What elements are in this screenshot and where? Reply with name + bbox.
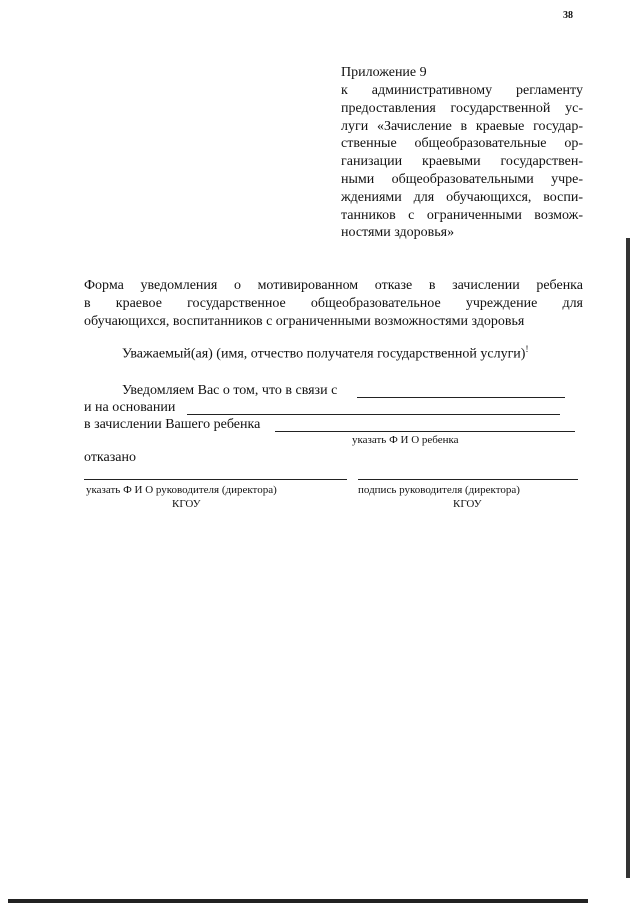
greeting-text: Уважаемый(ая) (имя, отчество получателя государственной услуги) — [122, 346, 526, 362]
child-blank — [275, 431, 575, 432]
signature-sign-org: КГОУ — [453, 498, 482, 510]
appendix-line: ждениями для обучающихся, воспи- — [341, 189, 583, 205]
child-label: в зачислении Вашего ребенка — [84, 417, 261, 432]
greeting — [122, 344, 528, 363]
signature-name-hint: указать Ф И О руководителя (директора) — [86, 484, 277, 496]
signature-sign-hint: подпись руководителя (директора) — [358, 484, 520, 496]
appendix-line: ственные общеобразовательные ор- — [341, 136, 583, 152]
appendix-line: предоставления государственной ус- — [341, 100, 583, 116]
reason-blank — [357, 397, 565, 398]
basis-blank — [187, 414, 560, 415]
greeting-mark: ! — [525, 344, 529, 354]
appendix-body — [341, 82, 583, 242]
scan-edge-shadow — [626, 238, 630, 878]
scan-bottom-bar — [8, 899, 588, 903]
signature-line-name — [84, 479, 347, 480]
refused-label: отказано — [84, 450, 136, 465]
heading-line: Форма уведомления о мотивированном отказе в зачислении ребенка — [84, 278, 583, 293]
appendix-line: ными общеобразовательными учре- — [341, 171, 583, 187]
signature-line-sign — [358, 479, 578, 480]
appendix-line: ностями здоровья» — [341, 225, 455, 241]
heading-line: обучающихся, воспитанников с ограниченными возможностями здоровья — [84, 314, 525, 329]
heading-line: в краевое государственное общеобразовательное учреждение для — [84, 296, 583, 311]
page-number: 38 — [563, 10, 573, 21]
signature-name-org: КГОУ — [172, 498, 201, 510]
appendix-line: ганизации краевыми государствен- — [341, 154, 583, 170]
appendix-line: луги «Зачисление в краевые государ- — [341, 118, 583, 134]
basis-label: и на основании — [84, 400, 176, 415]
appendix-line: танников с ограниченными возмож- — [341, 207, 583, 223]
form-heading — [84, 277, 583, 331]
appendix-title: Приложение 9 — [341, 65, 427, 80]
child-hint: указать Ф И О ребенка — [352, 434, 459, 446]
reason-label: Уведомляем Вас о том, что в связи с — [122, 383, 338, 398]
appendix-line: к административному регламенту — [341, 83, 583, 98]
